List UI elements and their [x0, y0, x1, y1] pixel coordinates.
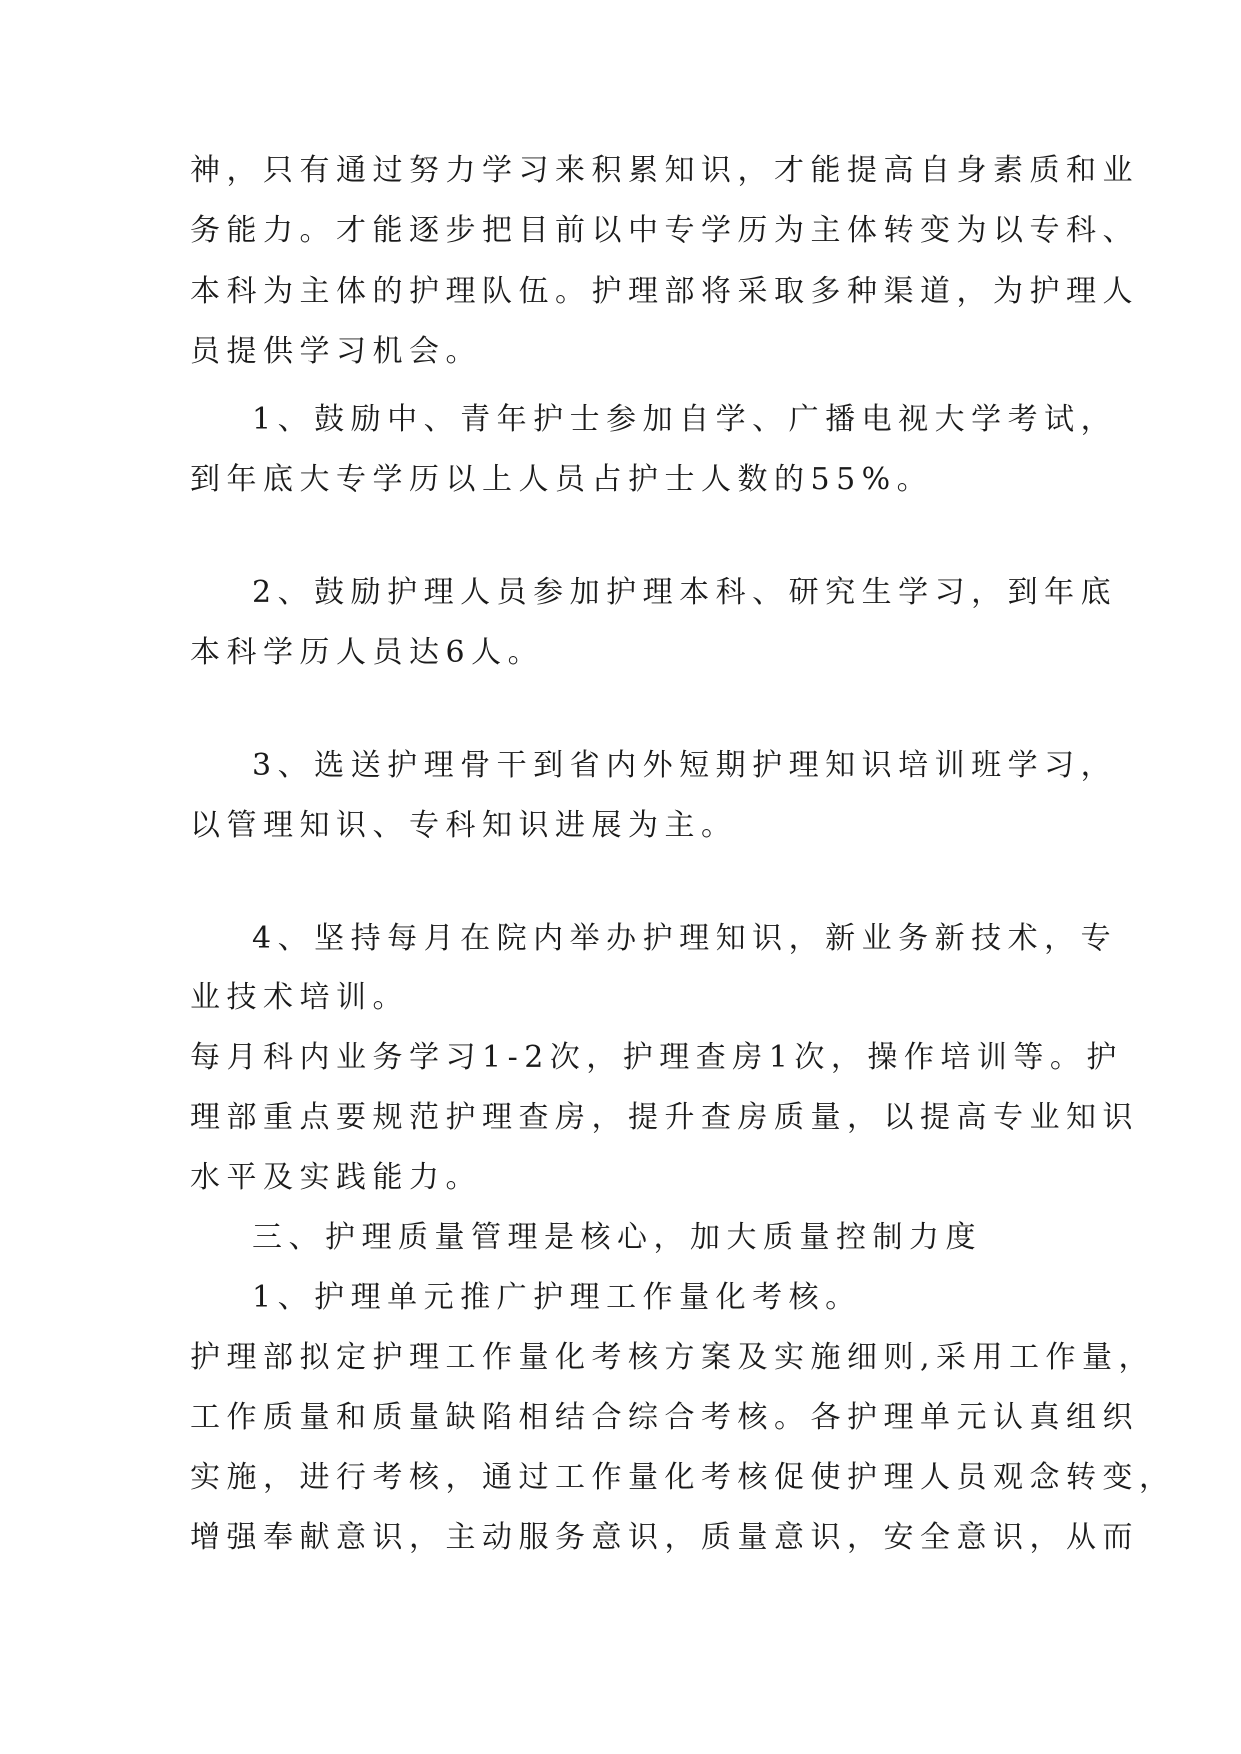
list-item-line: 1、护理单元推广护理工作量化考核。 — [252, 1280, 862, 1315]
list-item-line: 业技术培训。 — [190, 980, 409, 1015]
body-text-line: 工作质量和质量缺陷相结合综合考核。各护理单元认真组织 — [190, 1400, 1139, 1435]
body-text-line: 本科为主体的护理队伍。护理部将采取多种渠道，为护理人 — [190, 274, 1139, 309]
body-text-line: 实施，进行考核，通过工作量化考核促使护理人员观念转变， — [190, 1460, 1176, 1495]
body-text-line: 增强奉献意识，主动服务意识，质量意识，安全意识，从而 — [190, 1520, 1139, 1555]
list-item-line: 1、鼓励中、青年护士参加自学、广播电视大学考试， — [252, 402, 1118, 437]
body-text-line: 神，只有通过努力学习来积累知识，才能提高自身素质和业 — [190, 153, 1139, 188]
body-text-line: 水平及实践能力。 — [190, 1160, 482, 1195]
body-text-line: 理部重点要规范护理查房，提升查房质量，以提高专业知识 — [190, 1100, 1139, 1135]
body-text-line: 护理部拟定护理工作量化考核方案及实施细则,采用工作量， — [190, 1340, 1156, 1375]
list-item-line: 以管理知识、专科知识进展为主。 — [190, 808, 738, 843]
list-item-line: 4、坚持每月在院内举办护理知识，新业务新技术，专 — [252, 921, 1118, 956]
body-text-line: 员提供学习机会。 — [190, 334, 482, 369]
list-item-line: 3、选送护理骨干到省内外短期护理知识培训班学习， — [252, 748, 1118, 783]
list-item-line: 本科学历人员达6人。 — [190, 635, 545, 670]
section-heading: 三、护理质量管理是核心，加大质量控制力度 — [252, 1220, 982, 1255]
body-text-line: 务能力。才能逐步把目前以中专学历为主体转变为以专科、 — [190, 213, 1139, 248]
body-text-line: 每月科内业务学习1-2次，护理查房1次，操作培训等。护 — [190, 1040, 1123, 1075]
list-item-line: 到年底大专学历以上人员占护士人数的55%。 — [190, 462, 934, 497]
list-item-line: 2、鼓励护理人员参加护理本科、研究生学习，到年底 — [252, 575, 1118, 610]
